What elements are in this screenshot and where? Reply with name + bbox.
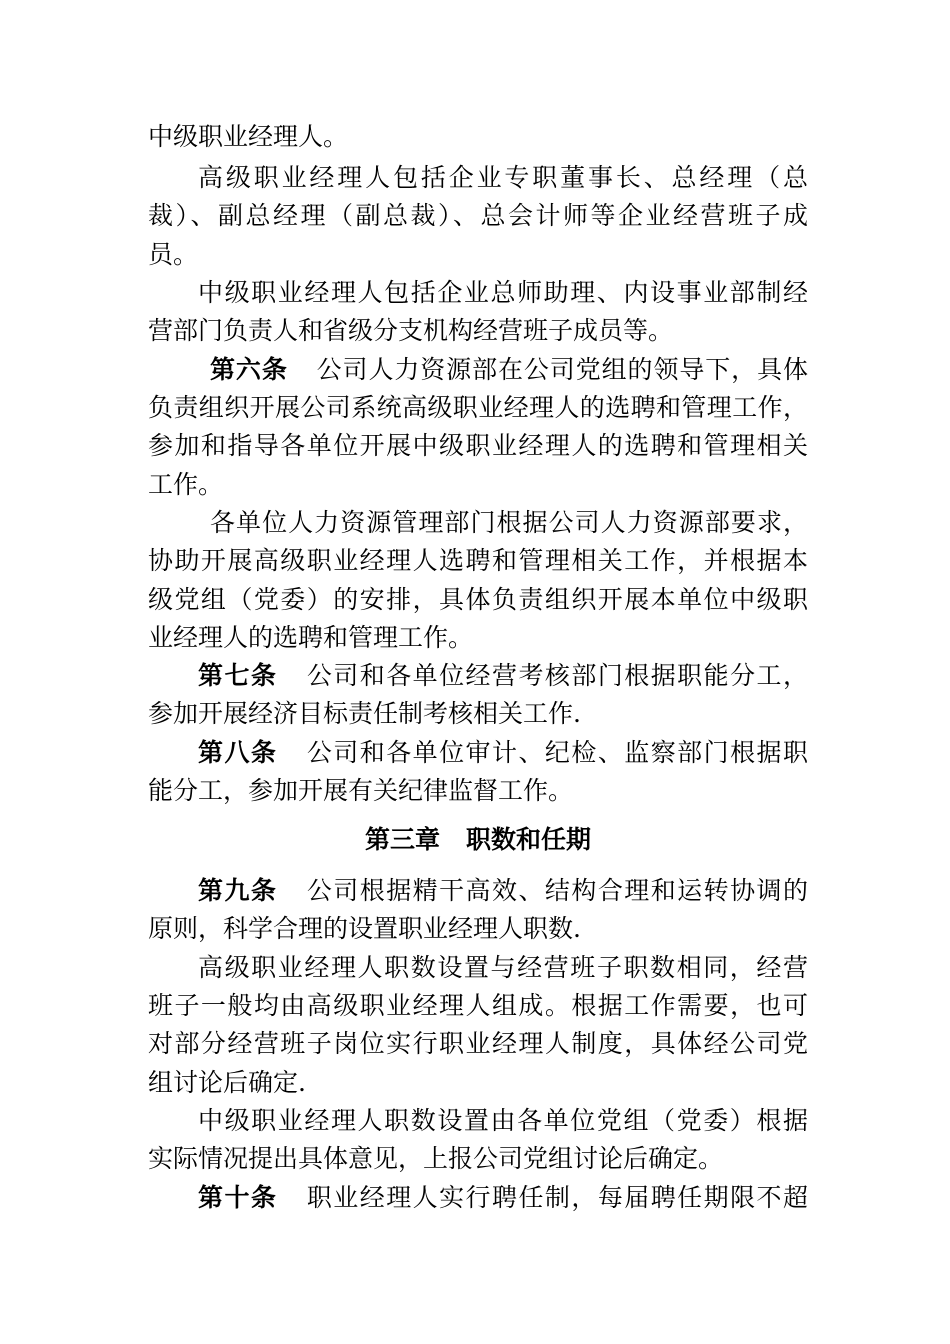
- paragraph-line: 各单位人力资源管理部门根据公司人力资源部要求，: [210, 508, 808, 537]
- chapter-heading: 第三章 职数和任期: [364, 825, 592, 854]
- paragraph-line: 高级职业经理人职数设置与经营班子职数相同，经营: [198, 953, 808, 982]
- article-label: 第七条: [198, 661, 278, 690]
- paragraph-line: 实际情况提出具体意见，上报公司党组讨论后确定。: [148, 1144, 724, 1173]
- article-label: 第六条: [210, 355, 288, 384]
- article-label: 第九条: [198, 876, 278, 905]
- paragraph-line: 班子一般均由高级职业经理人组成。根据工作需要，也可: [148, 991, 808, 1020]
- paragraph-line: 级党组（党委）的安排，具体负责组织开展本单位中级职: [148, 585, 808, 614]
- paragraph-line: 原则，科学合理的设置职业经理人职数.: [148, 914, 581, 943]
- paragraph-line: 中级职业经理人。: [148, 122, 349, 151]
- paragraph-line: 参加和指导各单位开展中级职业经理人的选聘和管理相关: [148, 431, 808, 460]
- article-7-line: 第七条 公司和各单位经营考核部门根据职能分工，: [198, 661, 808, 690]
- paragraph-line: 组讨论后确定.: [148, 1068, 306, 1097]
- article-label: 第八条: [198, 738, 278, 767]
- paragraph-line: 工作。: [148, 470, 224, 499]
- paragraph-line: 对部分经营班子岗位实行职业经理人制度，具体经公司党: [148, 1029, 808, 1058]
- paragraph-line: 裁）、副总经理（副总裁）、总会计师等企业经营班子成: [148, 201, 808, 230]
- paragraph-line: 员。: [148, 240, 199, 269]
- article-label: 第十条: [198, 1183, 278, 1212]
- article-10-line: 第十条 职业经理人实行聘任制，每届聘任期限不超: [198, 1183, 808, 1212]
- paragraph-line: 中级职业经理人包括企业总师助理、内设事业部制经: [198, 278, 808, 307]
- paragraph-line: 高级职业经理人包括企业专职董事长、总经理（总: [198, 163, 808, 192]
- paragraph-line: 协助开展高级职业经理人选聘和管理相关工作，并根据本: [148, 546, 808, 575]
- paragraph-line: 营部门负责人和省级分支机构经营班子成员等。: [148, 316, 674, 345]
- paragraph-line: 能分工，参加开展有关纪律监督工作。: [148, 776, 574, 805]
- article-6-line: 第六条 公司人力资源部在公司党组的领导下，具体: [210, 355, 808, 384]
- article-9-line: 第九条 公司根据精干高效、结构合理和运转协调的: [198, 876, 808, 905]
- paragraph-line: 中级职业经理人职数设置由各单位党组（党委）根据: [198, 1106, 808, 1135]
- paragraph-line: 业经理人的选聘和管理工作。: [148, 623, 474, 652]
- paragraph-line: 参加开展经济目标责任制考核相关工作.: [148, 699, 581, 728]
- paragraph-line: 负责组织开展公司系统高级职业经理人的选聘和管理工作，: [148, 393, 808, 422]
- article-8-line: 第八条 公司和各单位审计、纪检、监察部门根据职: [198, 738, 808, 767]
